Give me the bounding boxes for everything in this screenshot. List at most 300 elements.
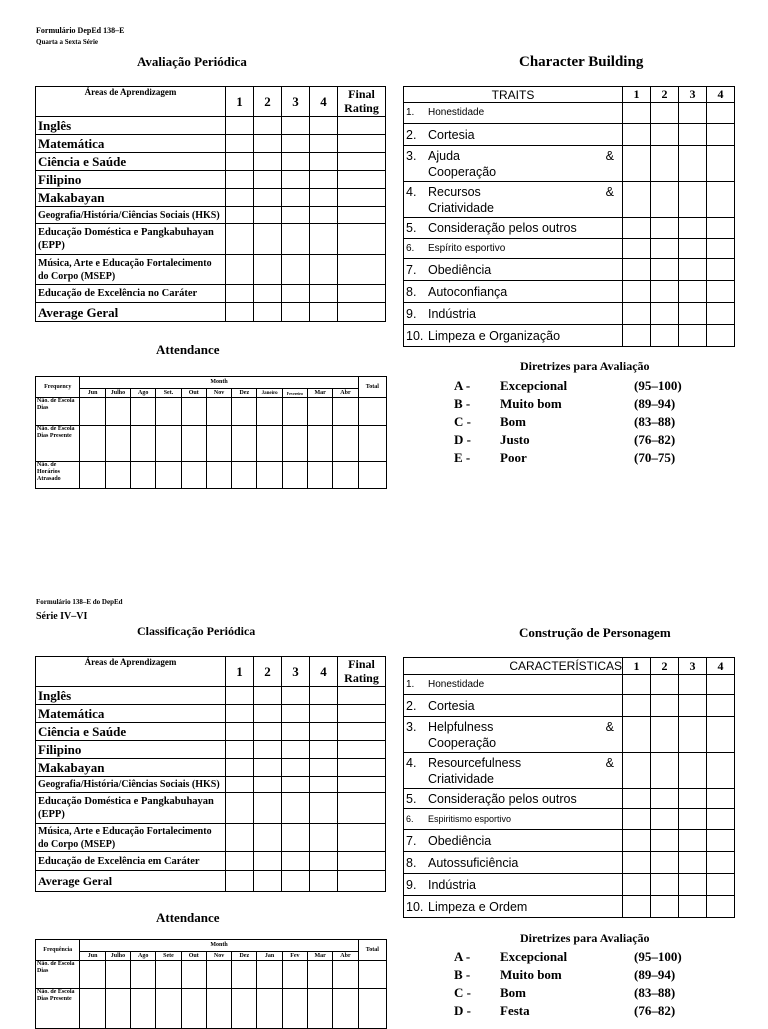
trait-cell[interactable]	[707, 695, 735, 717]
subject-label: Geografia/História/Ciências Sociais (HKS)	[36, 777, 226, 793]
grade-cell[interactable]	[226, 135, 254, 153]
trait-cell[interactable]	[623, 103, 651, 124]
trait-cell[interactable]	[651, 103, 679, 124]
grade-cell[interactable]	[338, 303, 386, 322]
trait-cell[interactable]	[707, 303, 735, 325]
trait-cell[interactable]	[707, 830, 735, 852]
grade-cell[interactable]	[338, 852, 386, 871]
grade-cell[interactable]	[254, 255, 282, 285]
trait-cell[interactable]	[623, 852, 651, 874]
grade-cell[interactable]	[226, 207, 254, 224]
attendance-heading: Attendance	[156, 910, 220, 925]
attendance-cell[interactable]	[156, 426, 181, 462]
attendance-cell[interactable]	[206, 961, 231, 989]
guideline-letter: D -	[454, 1003, 471, 1018]
trait-label: Cortesia	[428, 127, 475, 142]
trait-cell[interactable]	[707, 874, 735, 896]
grade-cell[interactable]	[226, 153, 254, 171]
trait-ampersand: &	[605, 148, 614, 163]
grade-cell[interactable]	[282, 303, 310, 322]
grade-cell[interactable]	[226, 224, 254, 255]
attendance-cell[interactable]	[308, 426, 333, 462]
attendance-cell[interactable]	[282, 462, 307, 489]
grade-cell[interactable]	[226, 171, 254, 189]
attendance-cell[interactable]	[257, 961, 282, 989]
subject-label: Average Geral	[36, 303, 226, 322]
grade-cell[interactable]	[254, 687, 282, 705]
attendance-cell[interactable]	[232, 398, 257, 426]
attendance-cell[interactable]	[333, 989, 358, 1029]
grade-cell[interactable]	[310, 824, 338, 852]
grade-cell[interactable]	[254, 759, 282, 777]
trait-label: Cortesia	[428, 698, 475, 713]
grade-cell[interactable]	[254, 285, 282, 303]
grade-cell[interactable]	[338, 741, 386, 759]
attendance-cell[interactable]	[131, 398, 156, 426]
form-title: Formulário 138–E do DepEd	[36, 598, 123, 606]
trait-cell[interactable]	[623, 325, 651, 347]
grade-cell[interactable]	[310, 852, 338, 871]
trait-cell[interactable]	[651, 874, 679, 896]
trait-cell[interactable]	[679, 325, 707, 347]
trait-cell[interactable]	[651, 239, 679, 259]
trait-label-continued: Criatividade	[428, 200, 495, 215]
trait-cell[interactable]	[707, 124, 735, 146]
trait-cell[interactable]	[651, 695, 679, 717]
trait-cell[interactable]	[707, 146, 735, 182]
attendance-cell[interactable]	[80, 462, 105, 489]
attendance-cell[interactable]	[358, 426, 386, 462]
grade-cell[interactable]	[254, 117, 282, 135]
trait-item	[404, 789, 623, 809]
trait-item	[404, 281, 623, 303]
attendance-cell[interactable]	[358, 989, 386, 1029]
attendance-cell[interactable]	[232, 426, 257, 462]
trait-cell[interactable]	[623, 239, 651, 259]
grade-cell[interactable]	[282, 687, 310, 705]
trait-cell[interactable]	[707, 717, 735, 753]
attendance-cell[interactable]	[333, 426, 358, 462]
trait-cell[interactable]	[651, 124, 679, 146]
attendance-cell[interactable]	[181, 462, 206, 489]
grade-cell[interactable]	[310, 705, 338, 723]
grade-cell[interactable]	[310, 224, 338, 255]
attendance-cell[interactable]	[131, 462, 156, 489]
grade-cell[interactable]	[310, 741, 338, 759]
grade-cell[interactable]	[226, 303, 254, 322]
attendance-cell[interactable]	[80, 989, 105, 1029]
grade-cell[interactable]	[310, 285, 338, 303]
guideline-letter: D -	[454, 432, 471, 447]
trait-cell[interactable]	[623, 753, 651, 789]
trait-cell[interactable]	[707, 809, 735, 830]
month-label: Ago	[131, 389, 156, 398]
trait-cell[interactable]	[679, 281, 707, 303]
grade-cell[interactable]	[282, 285, 310, 303]
grade-cell[interactable]	[338, 207, 386, 224]
trait-cell[interactable]	[707, 675, 735, 695]
trait-item	[404, 325, 623, 347]
grade-cell[interactable]	[226, 824, 254, 852]
trait-cell[interactable]	[679, 259, 707, 281]
attendance-cell[interactable]	[308, 398, 333, 426]
attendance-cell[interactable]	[156, 462, 181, 489]
trait-cell[interactable]	[623, 259, 651, 281]
attendance-cell[interactable]	[105, 961, 130, 989]
trait-cell[interactable]	[623, 303, 651, 325]
grade-cell[interactable]	[338, 705, 386, 723]
trait-cell[interactable]	[651, 281, 679, 303]
trait-cell[interactable]	[651, 852, 679, 874]
total-header: Total	[358, 377, 386, 398]
attendance-cell[interactable]	[206, 462, 231, 489]
trait-cell[interactable]	[707, 182, 735, 218]
grade-cell[interactable]	[254, 777, 282, 793]
grade-cell[interactable]	[310, 793, 338, 824]
trait-label: Indústria	[428, 306, 476, 321]
trait-item	[404, 239, 623, 259]
trait-cell[interactable]	[623, 675, 651, 695]
trait-cell[interactable]	[651, 325, 679, 347]
grade-cell[interactable]	[338, 687, 386, 705]
attendance-cell[interactable]	[131, 426, 156, 462]
trait-cell[interactable]	[679, 182, 707, 218]
attendance-cell[interactable]	[232, 462, 257, 489]
grade-cell[interactable]	[226, 759, 254, 777]
trait-number: 2.	[406, 127, 417, 142]
attendance-cell[interactable]	[131, 989, 156, 1029]
guideline-item	[454, 450, 714, 468]
grade-cell[interactable]	[226, 852, 254, 871]
attendance-cell[interactable]	[282, 426, 307, 462]
attendance-cell[interactable]	[282, 961, 307, 989]
grade-cell[interactable]	[282, 705, 310, 723]
grade-cell[interactable]	[254, 171, 282, 189]
trait-cell[interactable]	[679, 852, 707, 874]
guideline-item	[454, 432, 714, 450]
attendance-cell[interactable]	[333, 462, 358, 489]
trait-cell[interactable]	[623, 830, 651, 852]
guideline-description: Bom	[500, 985, 526, 1000]
guideline-range: (95–100)	[634, 949, 682, 964]
trait-cell[interactable]	[679, 695, 707, 717]
attendance-cell[interactable]	[257, 462, 282, 489]
trait-cell[interactable]	[707, 325, 735, 347]
grade-cell[interactable]	[338, 759, 386, 777]
trait-cell[interactable]	[707, 218, 735, 239]
trait-cell[interactable]	[707, 789, 735, 809]
grade-cell[interactable]	[310, 135, 338, 153]
attendance-cell[interactable]	[105, 989, 130, 1029]
grade-cell[interactable]	[310, 303, 338, 322]
grade-cell[interactable]	[310, 723, 338, 741]
attendance-cell[interactable]	[232, 961, 257, 989]
grade-cell[interactable]	[254, 153, 282, 171]
grade-cell[interactable]	[282, 135, 310, 153]
grade-cell[interactable]	[282, 824, 310, 852]
guideline-letter: E -	[454, 450, 471, 465]
form-series: Série IV–VI	[36, 611, 88, 622]
area-header: Áreas de Aprendizagem	[36, 657, 226, 687]
trait-cell[interactable]	[679, 675, 707, 695]
trait-cell[interactable]	[623, 124, 651, 146]
trait-label: Autoconfiança	[428, 284, 508, 299]
grade-cell[interactable]	[226, 777, 254, 793]
trait-cell[interactable]	[623, 146, 651, 182]
trait-item	[404, 259, 623, 281]
trait-cell[interactable]	[651, 259, 679, 281]
attendance-cell[interactable]	[308, 462, 333, 489]
attendance-cell[interactable]	[80, 398, 105, 426]
guideline-range: (83–88)	[634, 985, 676, 1000]
grade-cell[interactable]	[254, 705, 282, 723]
grade-cell[interactable]	[254, 224, 282, 255]
trait-cell[interactable]	[623, 695, 651, 717]
grade-cell[interactable]	[226, 723, 254, 741]
grade-cell[interactable]	[282, 117, 310, 135]
trait-cell[interactable]	[623, 182, 651, 218]
attendance-cell[interactable]	[80, 426, 105, 462]
attendance-cell[interactable]	[181, 398, 206, 426]
quarter-2-header: 2	[254, 657, 282, 687]
trait-label: Resourcefulness	[428, 755, 522, 770]
trait-cell[interactable]	[623, 789, 651, 809]
month-label: Sete	[156, 952, 181, 961]
section-heading-grades: Avaliação Periódica	[137, 54, 247, 69]
trait-cell[interactable]	[679, 874, 707, 896]
trait-label: Recursos	[428, 184, 481, 199]
attendance-cell[interactable]	[131, 961, 156, 989]
attendance-cell[interactable]	[105, 426, 130, 462]
grade-cell[interactable]	[310, 777, 338, 793]
trait-cell[interactable]	[679, 830, 707, 852]
grade-cell[interactable]	[338, 777, 386, 793]
subject-label: Filipino	[36, 741, 226, 759]
trait-cell[interactable]	[679, 303, 707, 325]
grade-cell[interactable]	[282, 224, 310, 255]
attendance-cell[interactable]	[156, 961, 181, 989]
trait-cell[interactable]	[707, 239, 735, 259]
grade-cell[interactable]	[338, 224, 386, 255]
trait-cell[interactable]	[651, 182, 679, 218]
month-label: Abr	[333, 389, 358, 398]
subject-label: Inglês	[36, 687, 226, 705]
grade-cell[interactable]	[338, 871, 386, 892]
trait-cell[interactable]	[707, 896, 735, 918]
trait-cell[interactable]	[707, 103, 735, 124]
grade-cell[interactable]	[310, 189, 338, 207]
grade-cell[interactable]	[254, 189, 282, 207]
trait-cell[interactable]	[679, 896, 707, 918]
grade-cell[interactable]	[310, 759, 338, 777]
grade-cell[interactable]	[254, 871, 282, 892]
attendance-cell[interactable]	[80, 961, 105, 989]
trait-cell[interactable]	[707, 259, 735, 281]
grade-cell[interactable]	[282, 759, 310, 777]
trait-cell[interactable]	[707, 281, 735, 303]
attendance-cell[interactable]	[333, 398, 358, 426]
grade-cell[interactable]	[254, 741, 282, 759]
trait-number: 9.	[406, 877, 417, 892]
trait-cell[interactable]	[651, 146, 679, 182]
trait-cell[interactable]	[623, 281, 651, 303]
grade-cell[interactable]	[254, 793, 282, 824]
grade-cell[interactable]	[310, 687, 338, 705]
grade-cell[interactable]	[310, 871, 338, 892]
grade-cell[interactable]	[282, 189, 310, 207]
grade-cell[interactable]	[310, 117, 338, 135]
trait-cell[interactable]	[707, 753, 735, 789]
trait-cell[interactable]	[679, 218, 707, 239]
trait-cell[interactable]	[623, 218, 651, 239]
attendance-cell[interactable]	[333, 961, 358, 989]
trait-item	[404, 695, 623, 717]
attendance-cell[interactable]	[257, 989, 282, 1029]
trait-number: 1.	[406, 107, 415, 118]
attendance-cell[interactable]	[181, 989, 206, 1029]
grade-cell[interactable]	[338, 255, 386, 285]
trait-cell[interactable]	[651, 753, 679, 789]
grade-cell[interactable]	[282, 871, 310, 892]
attendance-cell[interactable]	[358, 462, 386, 489]
guideline-description: Bom	[500, 414, 526, 429]
grade-cell[interactable]	[254, 303, 282, 322]
trait-cell[interactable]	[651, 303, 679, 325]
attendance-cell[interactable]	[257, 426, 282, 462]
grade-cell[interactable]	[282, 793, 310, 824]
guideline-range: (70–75)	[634, 450, 676, 465]
attendance-cell[interactable]	[156, 989, 181, 1029]
grade-cell[interactable]	[226, 255, 254, 285]
grade-cell[interactable]	[338, 723, 386, 741]
trait-cell[interactable]	[651, 218, 679, 239]
grade-cell[interactable]	[254, 852, 282, 871]
trait-label: Autossuficiência	[428, 855, 519, 870]
grade-cell[interactable]	[338, 285, 386, 303]
attendance-heading: Attendance	[156, 342, 220, 357]
attendance-cell[interactable]	[206, 398, 231, 426]
attendance-cell[interactable]	[105, 398, 130, 426]
grade-cell[interactable]	[226, 687, 254, 705]
grade-cell[interactable]	[226, 285, 254, 303]
trait-cell[interactable]	[707, 852, 735, 874]
trait-ampersand: &	[605, 755, 614, 770]
guideline-range: (89–94)	[634, 396, 676, 411]
grade-cell[interactable]	[310, 171, 338, 189]
trait-cell[interactable]	[623, 717, 651, 753]
grade-cell[interactable]	[254, 824, 282, 852]
trait-cell[interactable]	[651, 789, 679, 809]
trait-cell[interactable]	[679, 717, 707, 753]
grade-cell[interactable]	[226, 793, 254, 824]
guideline-range: (83–88)	[634, 414, 676, 429]
attendance-cell[interactable]	[105, 462, 130, 489]
grades-table	[35, 656, 386, 892]
attendance-cell[interactable]	[257, 398, 282, 426]
grade-cell[interactable]	[226, 705, 254, 723]
grade-cell[interactable]	[282, 171, 310, 189]
trait-cell[interactable]	[623, 896, 651, 918]
guideline-description: Poor	[500, 450, 527, 465]
grade-cell[interactable]	[282, 852, 310, 871]
traits-header: TRAITS	[404, 87, 623, 103]
attendance-cell[interactable]	[308, 989, 333, 1029]
trait-cell[interactable]	[679, 103, 707, 124]
trait-cell[interactable]	[679, 809, 707, 830]
attendance-cell[interactable]	[181, 961, 206, 989]
trait-cell[interactable]	[679, 753, 707, 789]
grade-cell[interactable]	[282, 777, 310, 793]
trait-cell[interactable]	[623, 809, 651, 830]
grade-cell[interactable]	[254, 135, 282, 153]
grade-cell[interactable]	[226, 871, 254, 892]
grade-cell[interactable]	[254, 207, 282, 224]
trait-cell[interactable]	[679, 124, 707, 146]
grade-cell[interactable]	[338, 824, 386, 852]
grade-cell[interactable]	[310, 153, 338, 171]
attendance-cell[interactable]	[308, 961, 333, 989]
trait-cell[interactable]	[679, 239, 707, 259]
trait-cell[interactable]	[679, 146, 707, 182]
grade-cell[interactable]	[338, 189, 386, 207]
attendance-cell[interactable]	[206, 426, 231, 462]
attendance-cell[interactable]	[232, 989, 257, 1029]
grade-cell[interactable]	[254, 723, 282, 741]
grade-cell[interactable]	[310, 207, 338, 224]
grade-cell[interactable]	[226, 117, 254, 135]
guideline-description: Festa	[500, 1003, 530, 1018]
grade-cell[interactable]	[338, 117, 386, 135]
grade-cell[interactable]	[282, 153, 310, 171]
attendance-cell[interactable]	[358, 398, 386, 426]
subject-label: Educação de Excelência em Caráter	[36, 852, 226, 871]
grade-cell[interactable]	[338, 135, 386, 153]
grade-cell[interactable]	[226, 741, 254, 759]
subject-label: Filipino	[36, 171, 226, 189]
quarter-4-header: 4	[310, 657, 338, 687]
attendance-cell[interactable]	[282, 989, 307, 1029]
attendance-table	[35, 376, 387, 489]
attendance-cell[interactable]	[358, 961, 386, 989]
trait-number: 8.	[406, 284, 417, 299]
trait-cell[interactable]	[651, 675, 679, 695]
grade-cell[interactable]	[282, 207, 310, 224]
trait-cell[interactable]	[651, 717, 679, 753]
attendance-cell[interactable]	[156, 398, 181, 426]
month-label: Dez	[232, 389, 257, 398]
grade-cell[interactable]	[338, 793, 386, 824]
grade-cell[interactable]	[338, 153, 386, 171]
grade-cell[interactable]	[338, 171, 386, 189]
grade-cell[interactable]	[282, 741, 310, 759]
total-header: Total	[358, 940, 386, 961]
trait-number: 4.	[406, 755, 417, 770]
attendance-row-label: Não. de Escola Dias	[36, 398, 80, 426]
attendance-cell[interactable]	[282, 398, 307, 426]
trait-cell[interactable]	[651, 896, 679, 918]
grade-cell[interactable]	[226, 189, 254, 207]
attendance-cell[interactable]	[206, 989, 231, 1029]
attendance-cell[interactable]	[181, 426, 206, 462]
trait-cell[interactable]	[651, 830, 679, 852]
grade-cell[interactable]	[282, 723, 310, 741]
grade-cell[interactable]	[310, 255, 338, 285]
trait-cell[interactable]	[651, 809, 679, 830]
trait-cell[interactable]	[679, 789, 707, 809]
trait-label: Obediência	[428, 833, 492, 848]
trait-cell[interactable]	[623, 874, 651, 896]
grade-cell[interactable]	[282, 255, 310, 285]
